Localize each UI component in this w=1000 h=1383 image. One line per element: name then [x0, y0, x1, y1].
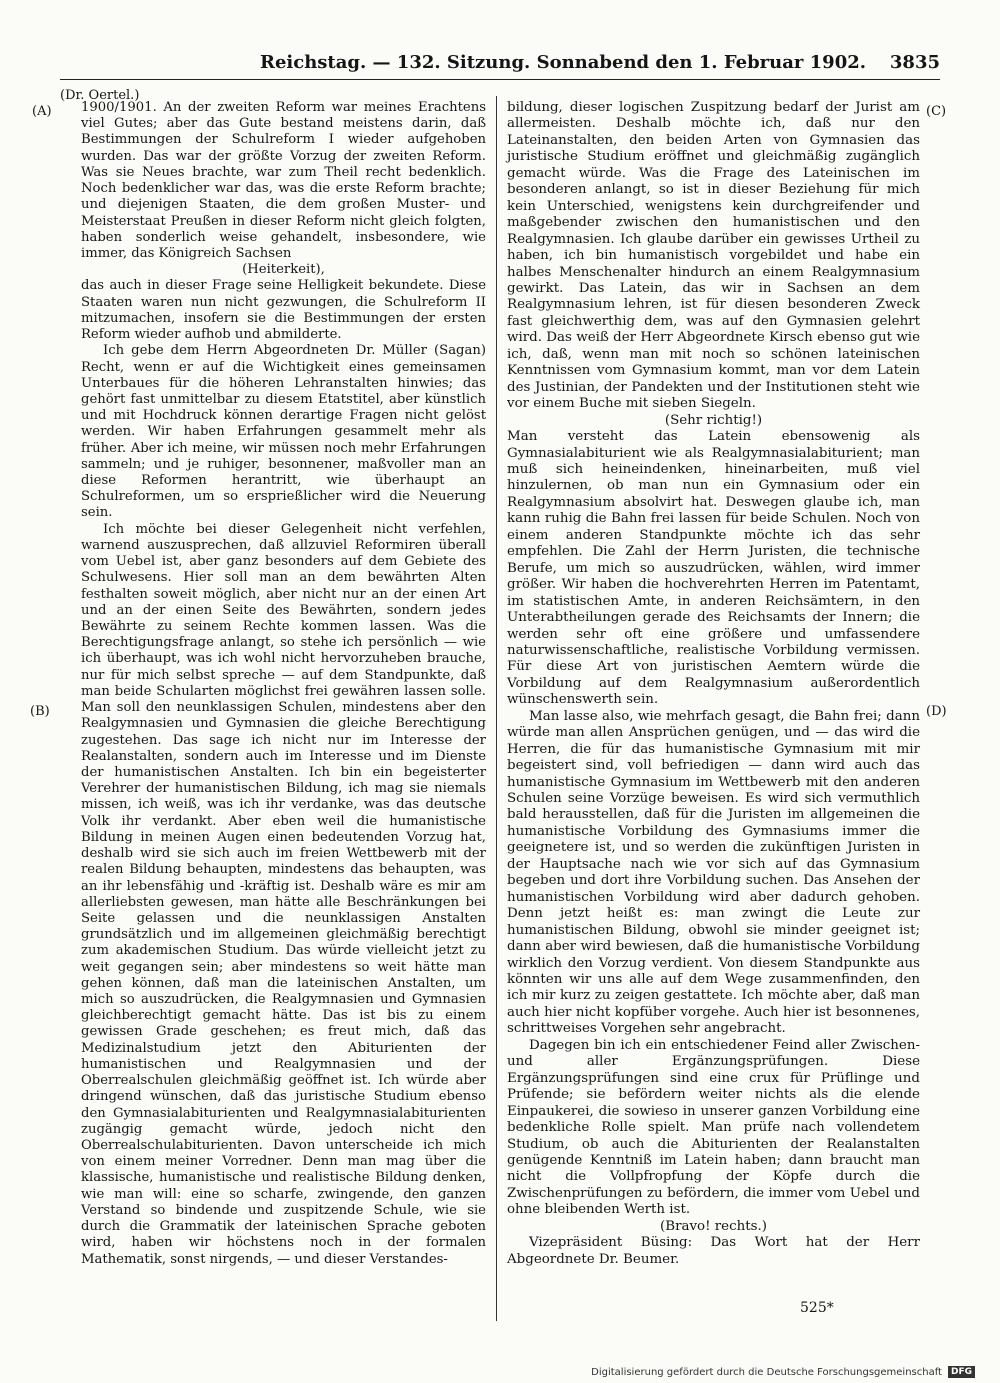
margin-marker-a: (A)	[32, 104, 52, 119]
paragraph: Dagegen bin ich ein entschiedener Feind aller Zwischen- und aller Ergänzungsprüfungen. Diese Ergänzungsprüfungen sind eine crux für Prüflinge und Prüfende; sie befördern weiter nichts als die elende Einpaukerei, die sowieso in unserer ganzen Vorbildung eine bedenkliche Rolle spielt. Man prüfe nach vollendetem Studium, ob auch die Abiturienten der Realanstalten genügende Kenntniß im Latein haben; dann braucht man nicht die Vollpfropfung der Köpfe durch die Zwischenprüfungen zu befördern, die immer vom Uebel und ohne bleibenden Werth ist.	[507, 1037, 920, 1218]
interjection: (Bravo! rechts.)	[660, 1218, 767, 1234]
speaker-note: (Dr. Oertel.)	[60, 88, 140, 103]
paragraph: Ich gebe dem Herrn Abgeordneten Dr. Müller (Sagan) Recht, wenn er auf die Wichtigkeit eines gemeinsamen Unterbaues für die höheren Lehranstalten hinwies; das gehört fast unmittelbar zu diesem Etatstitel, aber künstlich und mit Hochdruck können derartige Fragen nicht gelöst werden. Wir haben Erfahrungen gesammelt mehr als früher. Aber ich meine, wir müssen noch mehr Erfahrungen sammeln; und je ruhiger, besonnener, maßvoller man an diese Reformen herantritt, wie überhaupt an Schulreformen, um so ersprießlicher wird die Neuerung sein.	[81, 343, 486, 521]
right-column	[507, 100, 920, 1268]
paragraph: Man lasse also, wie mehrfach gesagt, die Bahn frei; dann würde man allen Ansprüchen genügen, und — das wird die Herren, die für das humanistische Gymnasium mit mir begeistert sind, voll befriedigen — dann wird auch das humanistische Gymnasium im Wettbewerb mit den anderen Schulen seine Vorzüge beweisen. Es wird sich vermuthlich bald herausstellen, daß für die Juristen im allgemeinen die humanistische Vorbildung des Gymnasiums immer die geeignetere ist, und so werden die zukünftigen Juristen in der Hauptsache nach wie vor sich auf das Gymnasium begeben und dort ihre Vorbildung suchen. Das Ansehen der humanistischen Vorbildung wird aber dadurch gehoben. Denn jetzt heißt es: man zwingt die Leute zur humanistischen Bildung, obwohl sie minder geeignet ist; dann aber wird bewiesen, daß die humanistische Vorbildung wirklich den Vorzug verdient. Von diesem Standpunkte aus könnten wir uns alle auf dem Wege zusammenfinden, den ich mir kurz zu zeigen gestattete. Ich möchte aber, daß man auch hier nicht kopfüber vorgehe. Auch hier ist besonnenes, schrittweises Vorgehen sehr angebracht.	[507, 708, 920, 1037]
interjection: (Heiterkeit),	[242, 262, 325, 278]
margin-marker-d: (D)	[926, 704, 947, 719]
column-divider	[496, 96, 497, 1321]
paragraph: bildung, dieser logischen Zuspitzung bedarf der Jurist am allermeisten. Deshalb möchte ich, daß nur den Lateinanstalten, den beiden Arten von Gymnasien das juristische Studium eröffnet und gleichmäßig zugänglich gemacht würde. Was die Frage des Lateinischen im besonderen anlangt, so ist in dieser Beziehung für mich kein Unterschied, wenigstens kein durchgreifender und maßgebender zwischen den humanistischen und den Realgymnasien. Ich glaube darüber ein gewisses Urtheil zu haben, ich bin humanistisch vorgebildet und habe ein halbes Menschenalter hindurch an einem Realgymnasium gewirkt. Das Latein, das wir in Sachsen an dem Realgymnasium lehren, ist für diesen besonderen Zweck fast gleichwerthig dem, was auf den Gymnasien gelehrt wird. Das weiß der Herr Abgeordnete Kirsch ebenso gut wie ich, daß, wenn man mit noch so schönen lateinischen Kenntnissen vom Gymnasium kommt, man vor dem Latein des Justinian, der Pandekten und der Institutionen steht wie vor einem Buche mit sieben Siegeln.	[507, 100, 920, 412]
header-rule	[60, 79, 940, 80]
margin-marker-b: (B)	[30, 704, 50, 719]
sheet-number: 525*	[800, 1300, 834, 1316]
interjection: (Sehr richtig!)	[664, 412, 763, 428]
page-header	[60, 50, 940, 80]
dfg-logo: DFG	[948, 1366, 975, 1378]
page-number: 3835	[889, 52, 940, 73]
paragraph: Vizepräsident Büsing: Das Wort hat der Herr Abgeordnete Dr. Beumer.	[507, 1235, 920, 1267]
paragraph: das auch in dieser Frage seine Helligkeit bekundete. Diese Staaten waren nun nicht gezwungen, die Schulreform II mitzumachen, insofern sie die Bestimmungen der ersten Reform wieder aufhob und abmilderte.	[81, 278, 486, 343]
header-title: Reichstag. — 132. Sitzung. Sonnabend den 1. Februar 1902.	[260, 52, 867, 73]
paragraph: Ich möchte bei dieser Gelegenheit nicht verfehlen, warnend auszusprechen, daß allzuviel Reformiren überall vom Uebel ist, aber ganz besonders auf dem Gebiete des Schulwesens. Hier soll man an dem bewährten Alten festhalten soweit möglich, aber nicht nur an der einen Art und an der einen Seite des Bewährten, sondern jedes Bewährte zu seinem Rechte kommen lassen. Was die Berechtigungsfrage anlangt, so stehe ich persönlich — wie ich überhaupt, was ich wohl nicht hervorzuheben brauche, nur für mich selbst spreche — auf dem Standpunkte, daß man beide Schularten möglichst frei gewähren lassen solle. Man soll den neunklassigen Schulen, mindestens aber den Realgymnasien und Gymnasien die gleiche Berechtigung zugestehen. Das sage ich nicht nur im Interesse der Realanstalten, sondern auch im Interesse und im Dienste der humanistischen Anstalten. Ich bin ein begeisterter Verehrer der humanistischen Bildung, ich mag sie niemals missen, ich weiß, was ich ihr verdanke, was das deutsche Volk ihr verdankt. Aber eben weil die humanistische Bildung in meinen Augen einen bedeutenden Vorzug hat, deshalb wird sie sich auch im freien Wettbewerb mit der realen Bildung behaupten, mindestens das behaupten, was an ihr lebensfähig und -kräftig ist. Deshalb wäre es mir am allerliebsten gewesen, man hätte alle Beschränkungen bei Seite gelassen und die neunklassigen Anstalten grundsätzlich und im allgemeinen gleichmäßig berechtigt zum akademischen Studium. Das würde vielleicht jetzt zu weit gegangen sein; aber mindestens so weit hätte man gehen können, daß man die lateinischen Anstalten, um mich so auszudrücken, die Realgymnasien und Gymnasien gleichberechtigt gemacht hätte. Das ist bis zu einem gewissen Grade geschehen; es freut mich, daß das Medizinalstudium jetzt den Abiturienten der humanistischen und Realgymnasien und der Oberrealschulen gleichmäßig geöffnet ist. Ich würde aber dringend wünschen, daß das juristische Studium ebenso den Gymnasialabiturienten und Realgymnasialabiturienten zugängig gemacht würde, jedoch nicht den Oberrealschulabiturienten. Davon unterscheide ich mich von einem meiner Vorredner. Denn man mag über die klassische, humanistische und realistische Bildung denken, wie man will: eine so scharfe, zwingende, den ganzen Verstand so bindende und zuspitzende Schule, wie sie durch die Grammatik der lateinischen Sprache geboten wird, haben wir höchstens noch in der formalen Mathematik, sonst nirgends, — und dieser Verstandes-	[81, 521, 486, 1267]
footer-text: Digitalisierung gefördert durch die Deutsche Forschungsgemeinschaft	[591, 1366, 942, 1378]
left-column	[81, 100, 486, 1268]
paragraph: Man versteht das Latein ebensowenig als Gymnasialabiturient wie als Realgymnasialabiturient; man muß sich heineindenken, hineinarbeiten, muß viel hinzulernen, ob man nun ein Gymnasium oder ein Realgymnasium absolvirt hat. Deswegen glaube ich, man kann ruhig die Bahn frei lassen für beide Schulen. Noch von einem anderen Standpunkte möchte ich das sehr empfehlen. Die Zahl der Herrn Juristen, die technische Berufe, um mich so auszudrücken, wählen, wird immer größer. Wir haben die hochverehrten Herren im Patentamt, im statistischen Amte, in anderen Reichsämtern, in den Unterabtheilungen gerade des Reichsamts der Innern; die werden sehr oft eine größere und umfassendere naturwissenschaftliche, realistische Vorbildung vermissen. Für diese Art von juristischen Aemtern würde die Vorbildung auf dem Realgymnasium außerordentlich wünschenswerth sein.	[507, 429, 920, 708]
paragraph: 1900/1901. An der zweiten Reform war meines Erachtens viel Gutes; aber das Gute bestand meistens darin, daß Bestimmungen der Schulreform I wieder aufgehoben wurden. Das war der größte Vorzug der zweiten Reform. Was sie Neues brachte, war zum Theil recht bedenklich. Noch bedenklicher war das, was die erste Reform brachte; und diejenigen Staaten, die dem großen Muster- und Meisterstaat Preußen in dieser Reform nicht gleich folgten, haben sonderlich weise gehandelt, insbesondere, wie immer, das Königreich Sachsen	[81, 100, 486, 261]
footer	[591, 1366, 975, 1378]
margin-marker-c: (C)	[926, 104, 947, 119]
